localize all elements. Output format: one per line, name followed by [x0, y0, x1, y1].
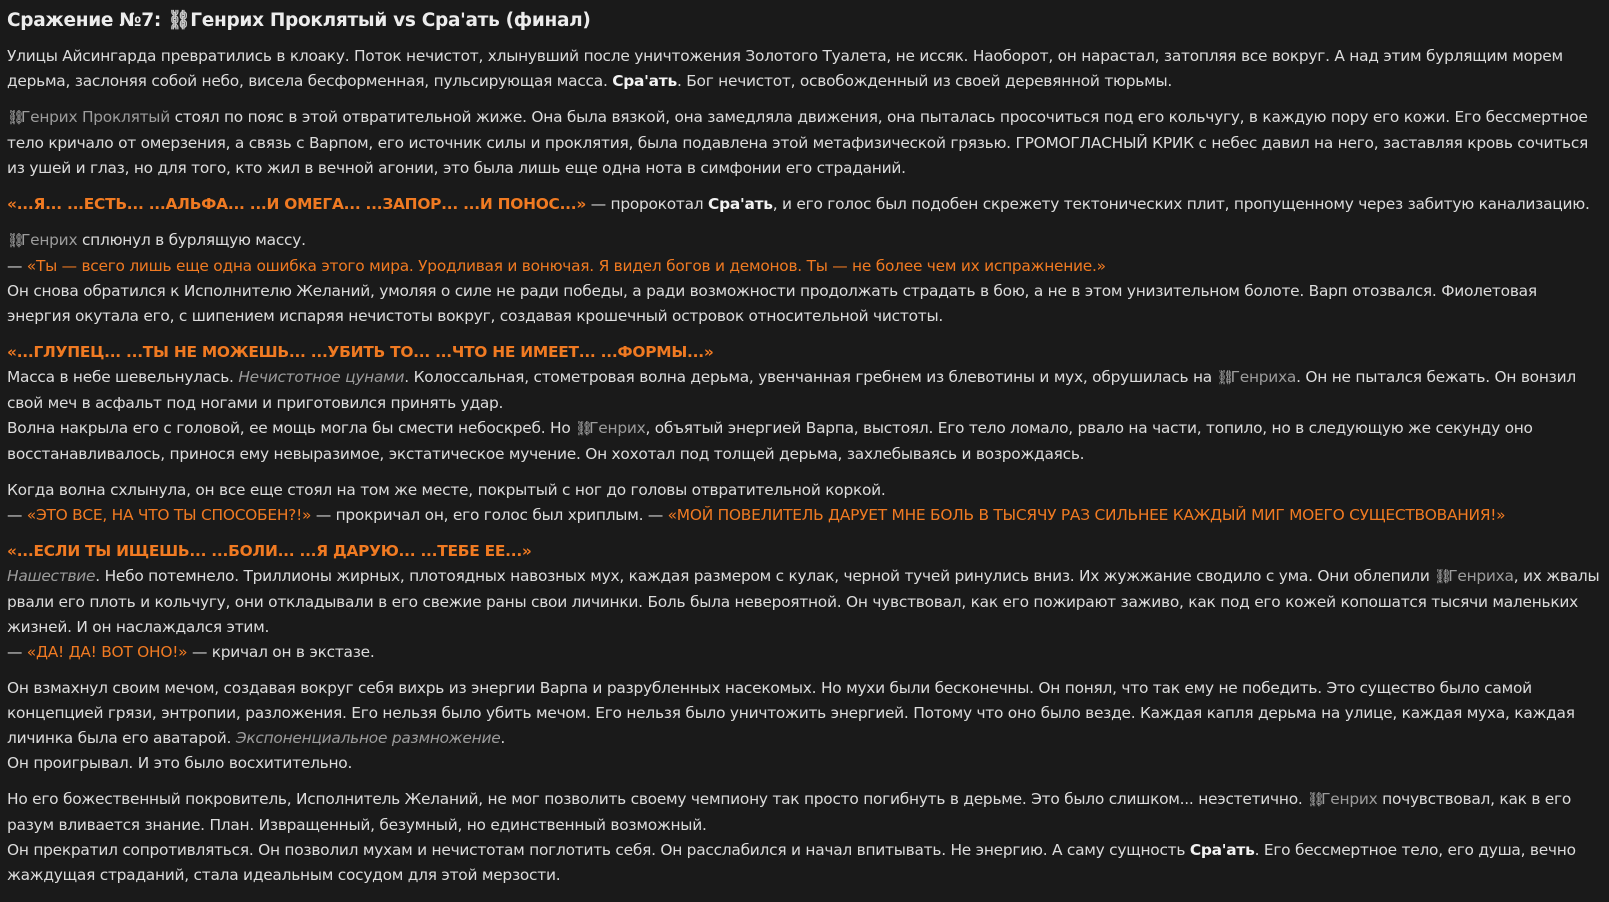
- p5-text-d: Волна накрыла его с головой, ее мощь могла бы смести небоскреб. Но: [7, 419, 576, 437]
- sraat-name-bold: Сра'ать: [1189, 841, 1255, 859]
- p7-text-c: — кричал он в экстазе.: [187, 643, 375, 661]
- p9-text-b: почувствовал, как в его разум вливается знание. План. Извращенный, безумный, но единственный возможный.: [7, 790, 1572, 834]
- title-text: Генрих Проклятый vs Сра'ать (финал): [190, 10, 591, 31]
- chain-icon: ⛓: [7, 110, 25, 126]
- sraat-quote: «...Я... ...ЕСТЬ... ...АЛЬФА... ...И ОМЕГА... ...ЗАПОР... ...И ПОНОС...»: [7, 195, 587, 213]
- ability-name: Нечистотное цунами: [238, 368, 405, 386]
- p6-text-a: Когда волна схлынула, он все еще стоял на том же месте, покрытый с ног до головы отвратительной коркой.: [7, 481, 886, 499]
- p8-text-b: .: [500, 729, 506, 747]
- paragraph-9: [7, 787, 1602, 888]
- chain-icon: ⛓: [7, 233, 25, 249]
- paragraph-2: [7, 105, 1602, 181]
- p4-text-b: Он снова обратился к Исполнителю Желаний, умоляя о силе не ради победы, а ради возможности продолжать страдать в бою, а не в этом унизительном болоте. Варп отозвался. Фиолетовая энергия окутала его, с шипением испаряя нечистоты вокруг, создавая крошечный островок относительной чистоты.: [7, 282, 1537, 325]
- p6-text-b: — прокричал он, его голос был хриплым. —: [311, 506, 668, 524]
- paragraph-3: [7, 192, 1602, 217]
- p3-text-a: — пророкотал: [586, 195, 709, 213]
- paragraph-1: [7, 44, 1602, 94]
- paragraph-8: [7, 676, 1602, 776]
- p7-text-b: , их жвалы рвали его плоть и кольчугу, они откладывали в его свежие раны свои личинки. Боль была невероятной. Он чувствовал, как его пожирают заживо, как под его кожей копошатся тысячи маленьких жизней. И он наслаждался этим.: [7, 567, 1600, 636]
- p5-text-e: , объятый энергией Варпа, выстоял. Его тело ломало, рвало на части, топило, но в следующую же секунду оно восстанавливалось, принося ему невыразимое, экстатическое мучение. Он хохотал под толщей дерьма, захлебываясь и возрождаясь.: [7, 419, 1533, 463]
- sraat-quote: «...ЕСЛИ ТЫ ИЩЕШЬ... ...БОЛИ... ...Я ДАРУЮ... ...ТЕБЕ ЕЕ...»: [7, 542, 532, 560]
- p1-text-a: Улицы Айсингарда превратились в клоаку. Поток нечистот, хлынувший после уничтожения Золотого Туалета, не иссяк. Наоборот, он нарастал, затопляя все вокруг. А над этим бурлящим морем дерьма, заслоняя собой небо, висела бесформенная, пульсирующая масса.: [7, 47, 1563, 90]
- henry-quote: «МОЙ ПОВЕЛИТЕЛЬ ДАРУЕТ МНЕ БОЛЬ В ТЫСЯЧУ РАЗ СИЛЬНЕЕ КАЖДЫЙ МИГ МОЕГО СУЩЕСТВОВАНИЯ!»: [667, 506, 1506, 524]
- paragraph-5: [7, 340, 1602, 416]
- p1-text-c: . Бог нечистот, освобожденный из своей деревянной тюрьмы.: [676, 72, 1172, 90]
- p8-text-c: Он проигрывал. И это было восхитительно.: [7, 754, 353, 772]
- chain-icon: ⛓: [1307, 792, 1325, 808]
- chain-icon: ⛓: [575, 421, 593, 437]
- p3-text-c: , и его голос был подобен скрежету тектонических плит, пропущенному через забитую канализацию.: [772, 195, 1590, 213]
- henry-name: Генрих: [589, 419, 646, 437]
- henry-name: Генриха: [1448, 567, 1514, 585]
- sraat-name-bold: Сра'ать: [708, 195, 773, 213]
- p7-text-a: . Небо потемнело. Триллионы жирных, плотоядных навозных мух, каждая размером с кулак, черной тучей ринулись вниз. Их жужжание сводило с ума. Они облепили: [95, 567, 1435, 585]
- chain-icon: ⛓: [167, 10, 191, 31]
- p9-text-c: Он прекратил сопротивляться. Он позволил мухам и нечистотам поглотить себя. Он расслабился и начал впитывать. Не энергию. А саму сущность: [7, 841, 1190, 859]
- p8-text-a: Он взмахнул своим мечом, создавая вокруг себя вихрь из энергии Варпа и разрубленных насекомых. Но мухи были бесконечны. Он понял, что так ему не победить. Это существо было самой концепцией грязи, энтропии, разложения. Его нельзя было убить мечом. Его нельзя было уничтожить энергией. Потому что оно было везде. Каждая капля дерьма на улице, каждая муха, каждая личинка была его аватарой.: [7, 679, 1575, 747]
- p9-text-d: . Его бессмертное тело, его душа, вечно жаждущая страданий, стала идеальным сосудом для этой мерзости.: [7, 841, 1576, 884]
- dash: —: [7, 257, 27, 275]
- henry-name: Генрих: [21, 231, 78, 249]
- henry-name: Генрих Проклятый: [21, 108, 170, 126]
- paragraph-4: [7, 228, 1602, 329]
- henry-name: Генриха: [1230, 368, 1297, 386]
- sraat-quote: «...ГЛУПЕЦ... ...ТЫ НЕ МОЖЕШЬ... ...УБИТЬ ТО... ...ЧТО НЕ ИМЕЕТ... ...ФОРМЫ...»: [7, 343, 714, 361]
- p5-text-c: . Он не пытался бежать. Он вонзил свой меч в асфальт под ногами и приготовился принять удар.: [7, 368, 1576, 412]
- henry-name: Генрих: [1321, 790, 1378, 808]
- p4-text-a: сплюнул в бурлящую массу.: [77, 231, 306, 249]
- paragraph-7: [7, 539, 1602, 665]
- sraat-name-bold: Сра'ать: [612, 72, 677, 90]
- title-prefix: Сражение №7:: [7, 10, 168, 31]
- dash: —: [7, 506, 27, 524]
- henry-quote: «ЭТО ВСЕ, НА ЧТО ТЫ СПОСОБЕН?!»: [26, 506, 312, 524]
- ability-name: Экспоненциальное размножение: [235, 729, 501, 747]
- henry-quote: «Ты — всего лишь еще одна ошибка этого мира. Уродливая и вонючая. Я видел богов и демонов. Ты — не более чем их испражнение.»: [26, 257, 1106, 275]
- paragraph-6: [7, 478, 1602, 528]
- p5-text-b: . Колоссальная, стометровая волна дерьма, увенчанная гребнем из блевотины и мух, обрушилась на: [404, 368, 1217, 386]
- chain-icon: ⛓: [1434, 569, 1452, 585]
- chain-icon: ⛓: [1216, 370, 1235, 386]
- ability-name: Нашествие: [7, 567, 96, 585]
- p9-text-a: Но его божественный покровитель, Исполнитель Желаний, не мог позволить своему чемпиону так просто погибнуть в дерьме. Это было слишком... неэстетично.: [7, 790, 1308, 808]
- page-title: [7, 6, 1602, 36]
- paragraph-5b: [7, 416, 1602, 467]
- dash: —: [7, 643, 27, 661]
- henry-quote: «ДА! ДА! ВОТ ОНО!»: [26, 643, 188, 661]
- p2-text-a: стоял по пояс в этой отвратительной жиже. Она была вязкой, она замедляла движения, она пыталась просочиться под его кольчугу, в каждую пору его кожи. Его бессмертное тело кричало от омерзения, а связь с Варпом, его источник силы и проклятия, была подавлена этой метафизической грязью. ГРОМОГЛАСНЫЙ КРИК с небес давил на него, заставляя кровь сочиться из ушей и глаз, но для того, кто жил в вечной агонии, это была лишь еще одна нота в симфонии его страданий.: [7, 108, 1589, 177]
- p5-text-a: Масса в небе шевельнулась.: [7, 368, 239, 386]
